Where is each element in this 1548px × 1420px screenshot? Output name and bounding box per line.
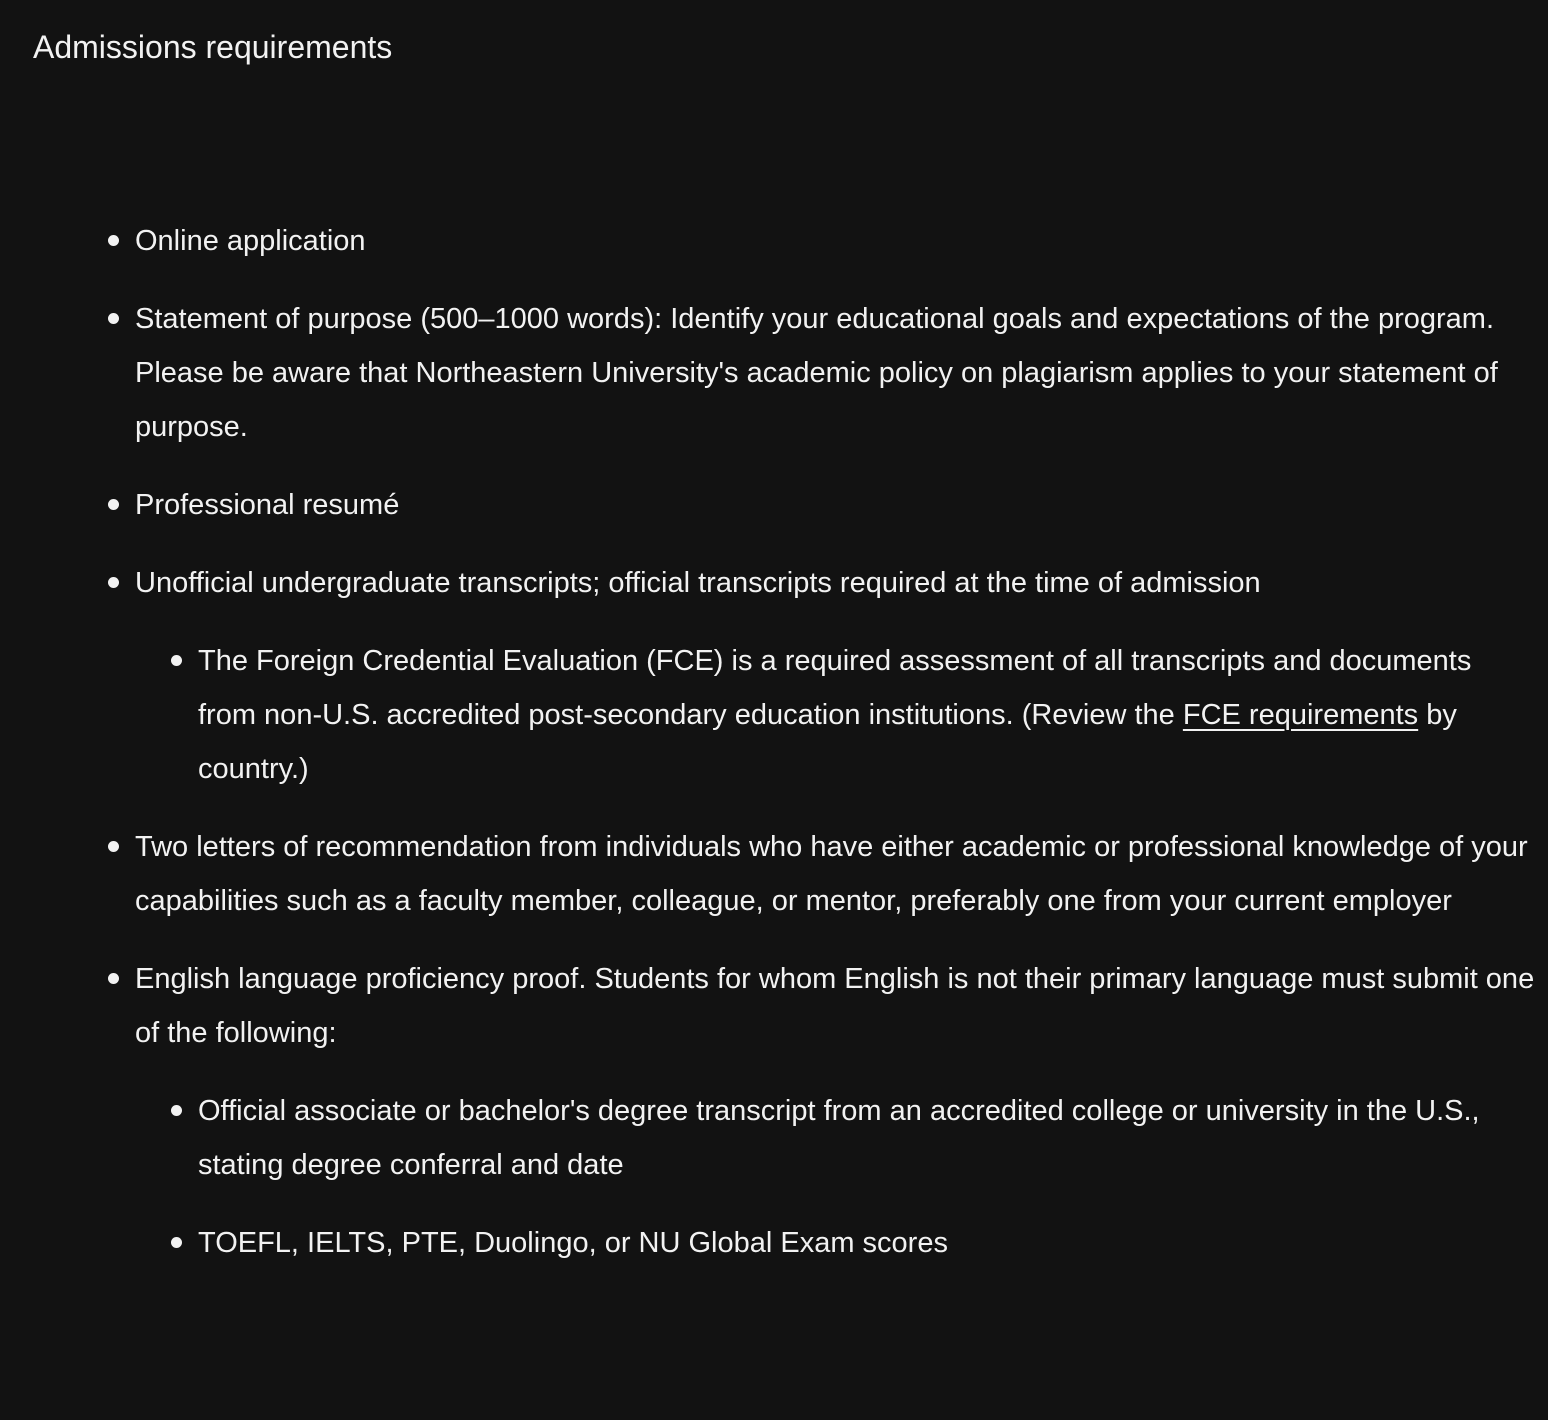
fce-text-after: by country.) bbox=[198, 699, 1457, 785]
fce-text-before: The Foreign Credential Evaluation (FCE) is a required assessment of all transcripts and documents from non-U.S. accredited post-secondary education institutions. (Review the bbox=[198, 645, 1472, 731]
english-option-official-transcript: Official associate or bachelor's degree transcript from an accredited college or university in the U.S., stating degree conferral and date bbox=[198, 1084, 1493, 1192]
fce-requirements-link[interactable]: FCE requirements bbox=[1182, 699, 1419, 731]
requirement-english-proficiency bbox=[135, 952, 1538, 1270]
requirement-fce bbox=[198, 634, 1493, 796]
page-title: Admissions requirements bbox=[33, 29, 393, 65]
admissions-requirements-list bbox=[0, 214, 1548, 1270]
requirement-transcripts bbox=[135, 556, 1538, 796]
english-option-test-scores: TOEFL, IELTS, PTE, Duolingo, or NU Global Exam scores bbox=[198, 1216, 1493, 1270]
requirement-recommendation-letters: Two letters of recommendation from individuals who have either academic or professional knowledge of your capabilities such as a faculty member, colleague, or mentor, preferably one from your current employer bbox=[135, 820, 1538, 928]
requirement-transcripts-text: Unofficial undergraduate transcripts; official transcripts required at the time of admission bbox=[135, 567, 1261, 599]
requirement-online-application: Online application bbox=[135, 214, 1538, 268]
requirement-statement-of-purpose: Statement of purpose (500–1000 words): Identify your educational goals and expectations of the program. Please be aware that Northeastern University's academic policy on plagiarism applies to your statement of purpose. bbox=[135, 292, 1538, 454]
requirement-professional-resume: Professional resumé bbox=[135, 478, 1538, 532]
english-proficiency-text: English language proficiency proof. Students for whom English is not their primary language must submit one of the following: bbox=[135, 963, 1535, 1049]
english-options-sub-list bbox=[135, 1084, 1538, 1270]
transcripts-sub-list bbox=[135, 634, 1538, 796]
